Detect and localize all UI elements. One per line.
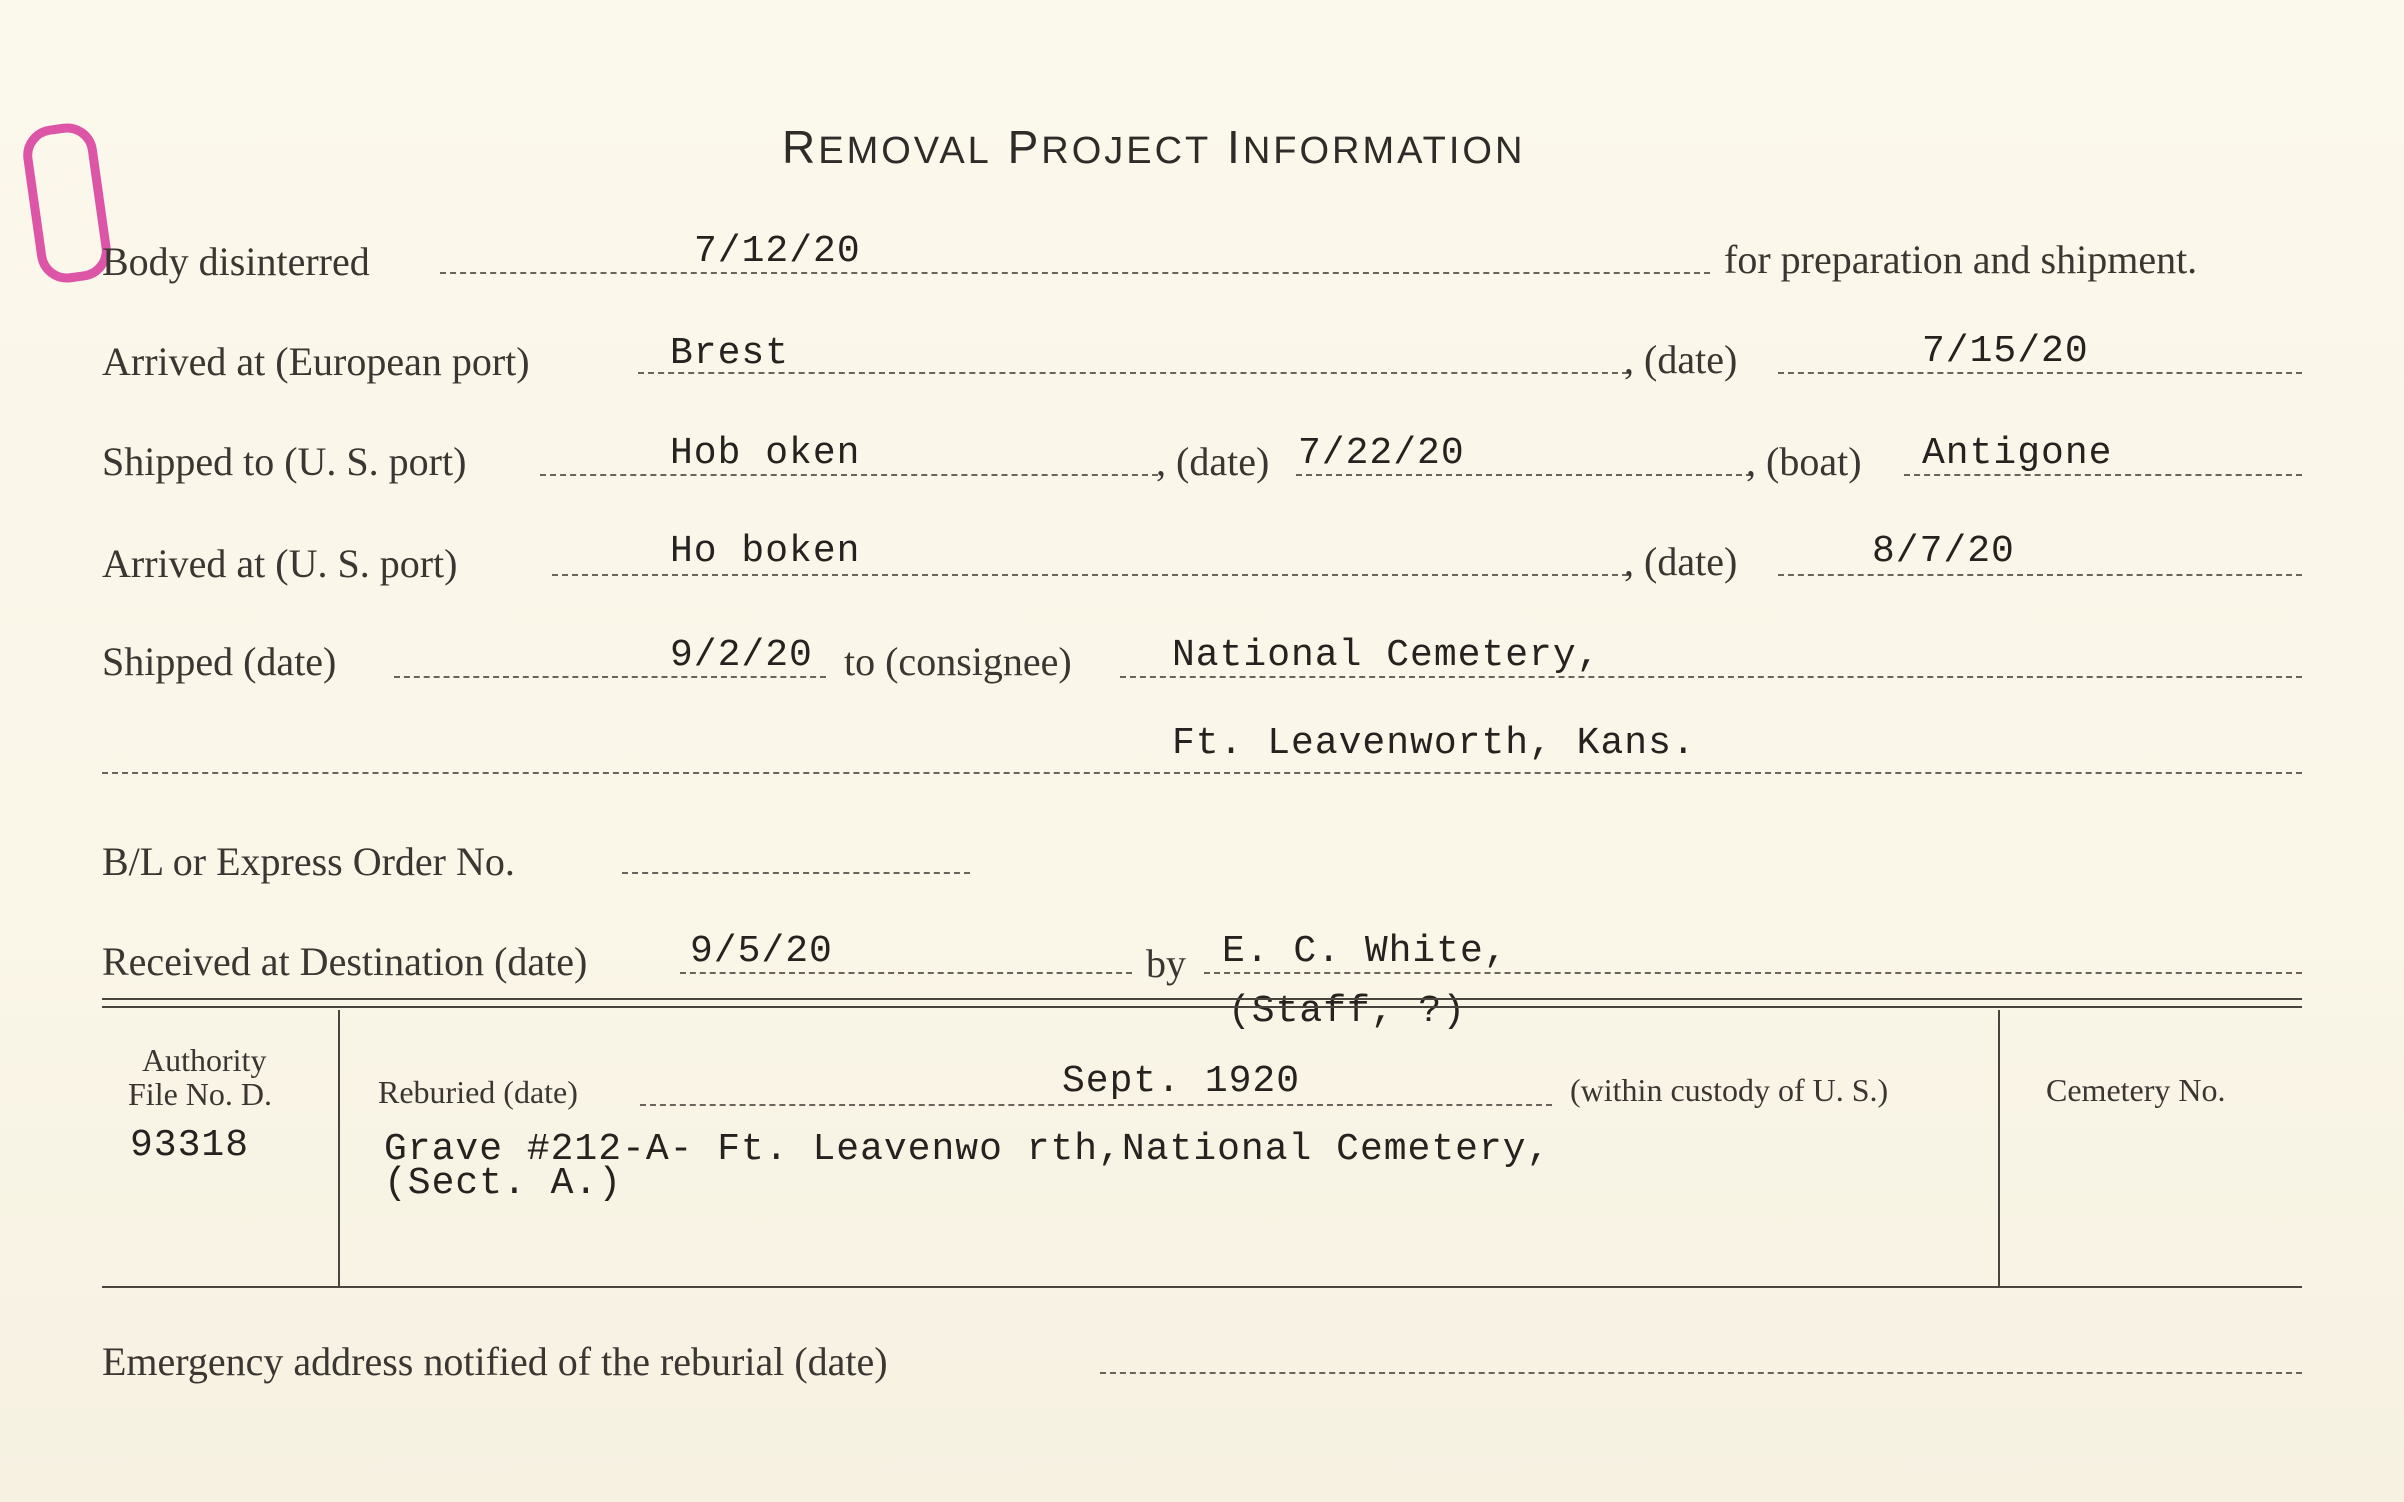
box-bottom-rule [102,1286,2302,1288]
bl-order-label: B/L or Express Order No. [102,839,515,884]
arrived-european-label: Arrived at (European port) [102,339,530,384]
arrived-european-date-value: 7/15/20 [1922,330,2089,373]
box-divider-right [1998,1010,2000,1286]
shipped-us-boat-label: , (boat) [1746,439,1862,484]
shipped-us-date-value: 7/22/20 [1298,432,1465,475]
consignee-value-2: Ft. Leavenworth, Kans. [1172,722,1696,765]
shipped-us-label: Shipped to (U. S. port) [102,439,467,484]
shipped-us-value: Hob oken [670,432,861,475]
received-by-value: E. C. White, [1222,930,1508,973]
bl-order-line [622,872,970,874]
authority-label-1: Authority [142,1042,267,1078]
box-top-rule-2 [102,1006,2302,1008]
box-divider-left [338,1010,340,1286]
box-top-rule-1 [102,998,2302,1000]
authority-value: 93318 [130,1124,250,1167]
shipped-date-label: Shipped (date) [102,639,337,684]
disinterred-value: 7/12/20 [694,230,861,273]
custody-label: (within custody of U. S.) [1570,1072,1889,1108]
arrived-us-date-label: , (date) [1624,539,1738,584]
reburied-label: Reburied (date) [378,1074,578,1110]
arrived-us-label: Arrived at (U. S. port) [102,541,458,586]
card-title: REMOVAL PROJECT INFORMATION [782,121,1526,173]
authority-label-2: File No. D. [128,1076,272,1112]
received-value: 9/5/20 [690,930,833,973]
received-by-value-2: (Staff, ?) [1228,990,1467,1033]
consignee-line-2 [102,772,2302,774]
arrived-us-date-value: 8/7/20 [1872,530,2015,573]
received-label: Received at Destination (date) [102,939,588,984]
arrived-european-value: Brest [670,332,790,375]
shipped-us-boat-value: Antigone [1922,432,2113,475]
reburied-value: Sept. 1920 [1062,1060,1301,1103]
shipped-us-date-label: , (date) [1156,439,1270,484]
emergency-line [1100,1372,2302,1374]
received-by-label: by [1146,941,1186,986]
pink-stamp-mark [19,120,114,287]
grave-line-1: Grave #212-A- Ft. Leavenwo rth,National Cemetery, [384,1128,1551,1171]
arrived-european-date-label: , (date) [1624,337,1738,382]
consignee-label: to (consignee) [844,639,1072,684]
disinterred-line [440,272,1710,274]
reburied-line [640,1104,1552,1106]
arrived-us-line [552,574,1628,576]
grave-line-2: (Sect. A.) [384,1162,623,1205]
emergency-label: Emergency address notified of the reburial (date) [102,1339,888,1384]
arrived-us-date-line [1778,574,2302,576]
disinterred-suffix: for preparation and shipment. [1724,237,2198,282]
shipped-date-value: 9/2/20 [670,634,813,677]
arrived-us-value: Ho boken [670,530,861,573]
disinterred-label: Body disinterred [102,239,370,284]
cemetery-no-label: Cemetery No. [2046,1072,2226,1108]
consignee-value-1: National Cemetery, [1172,634,1601,677]
